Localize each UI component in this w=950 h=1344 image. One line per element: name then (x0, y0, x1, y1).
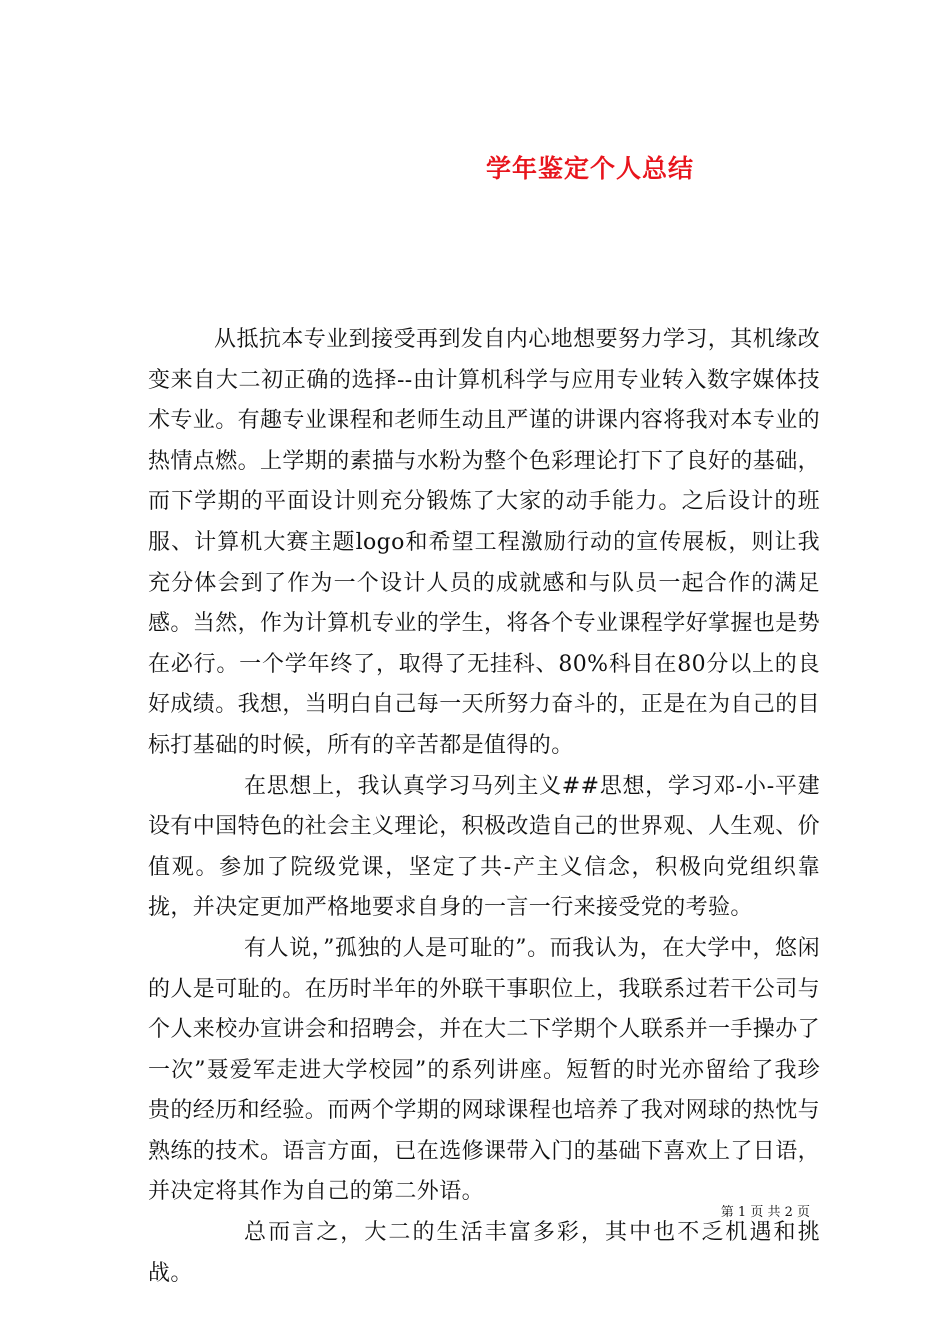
paragraph-2: 在思想上，我认真学习马列主义##思想，学习邓-小-平建设有中国特色的社会主义理论，积极改造自己的世界观、人生观、价值观。参加了院级党课，坚定了共-产主义信念，积极向党组织靠拢，并决定更加严格地要求自身的一言一行来接受党的考验。 (148, 773, 821, 921)
paragraph-4: 总而言之，大二的生活丰富多彩，其中也不乏机遇和挑战。 (148, 1220, 820, 1286)
document-body (148, 320, 820, 1294)
paragraph-3: 有人说，”孤独的人是可耻的”。而我认为，在大学中，悠闲的人是可耻的。在历时半年的外联干事职位上，我联系过若干公司与个人来校办宣讲会和招聘会，并在大二下学期个人联系并一手操办了一次”聂爱军走进大学校园”的系列讲座。短暂的时光亦留给了我珍贵的经历和经验。而两个学期的网球课程也培养了我对网球的热忱与熟练的技术。语言方面，已在选修课带入门的基础下喜欢上了日语，并决定将其作为自己的第二外语。 (148, 935, 821, 1205)
page-number-footer: 第 1 页 共 2 页 (720, 1205, 810, 1220)
paragraph-1: 从抵抗本专业到接受再到发自内心地想要努力学习，其机缘改变来自大二初正确的选择--由计算机科学与应用专业转入数字媒体技术专业。有趣专业课程和老师生动且严谨的讲课内容将我对本专业的热情点燃。上学期的素描与水粉为整个色彩理论打下了良好的基础，而下学期的平面设计则充分锻炼了大家的动手能力。之后设计的班服、计算机大赛主题logo和希望工程激励行动的宣传展板，则让我充分体会到了作为一个设计人员的成就感和与队员一起合作的满足感。当然，作为计算机专业的学生，将各个专业课程学好掌握也是势在必行。一个学年终了，取得了无挂科、80%科目在80分以上的良好成绩。我想，当明白自己每一天所努力奋斗的，正是在为自己的目标打基础的时候，所有的辛苦都是值得的。 (148, 327, 821, 758)
document-title: 学年鉴定个人总结 (485, 153, 694, 183)
